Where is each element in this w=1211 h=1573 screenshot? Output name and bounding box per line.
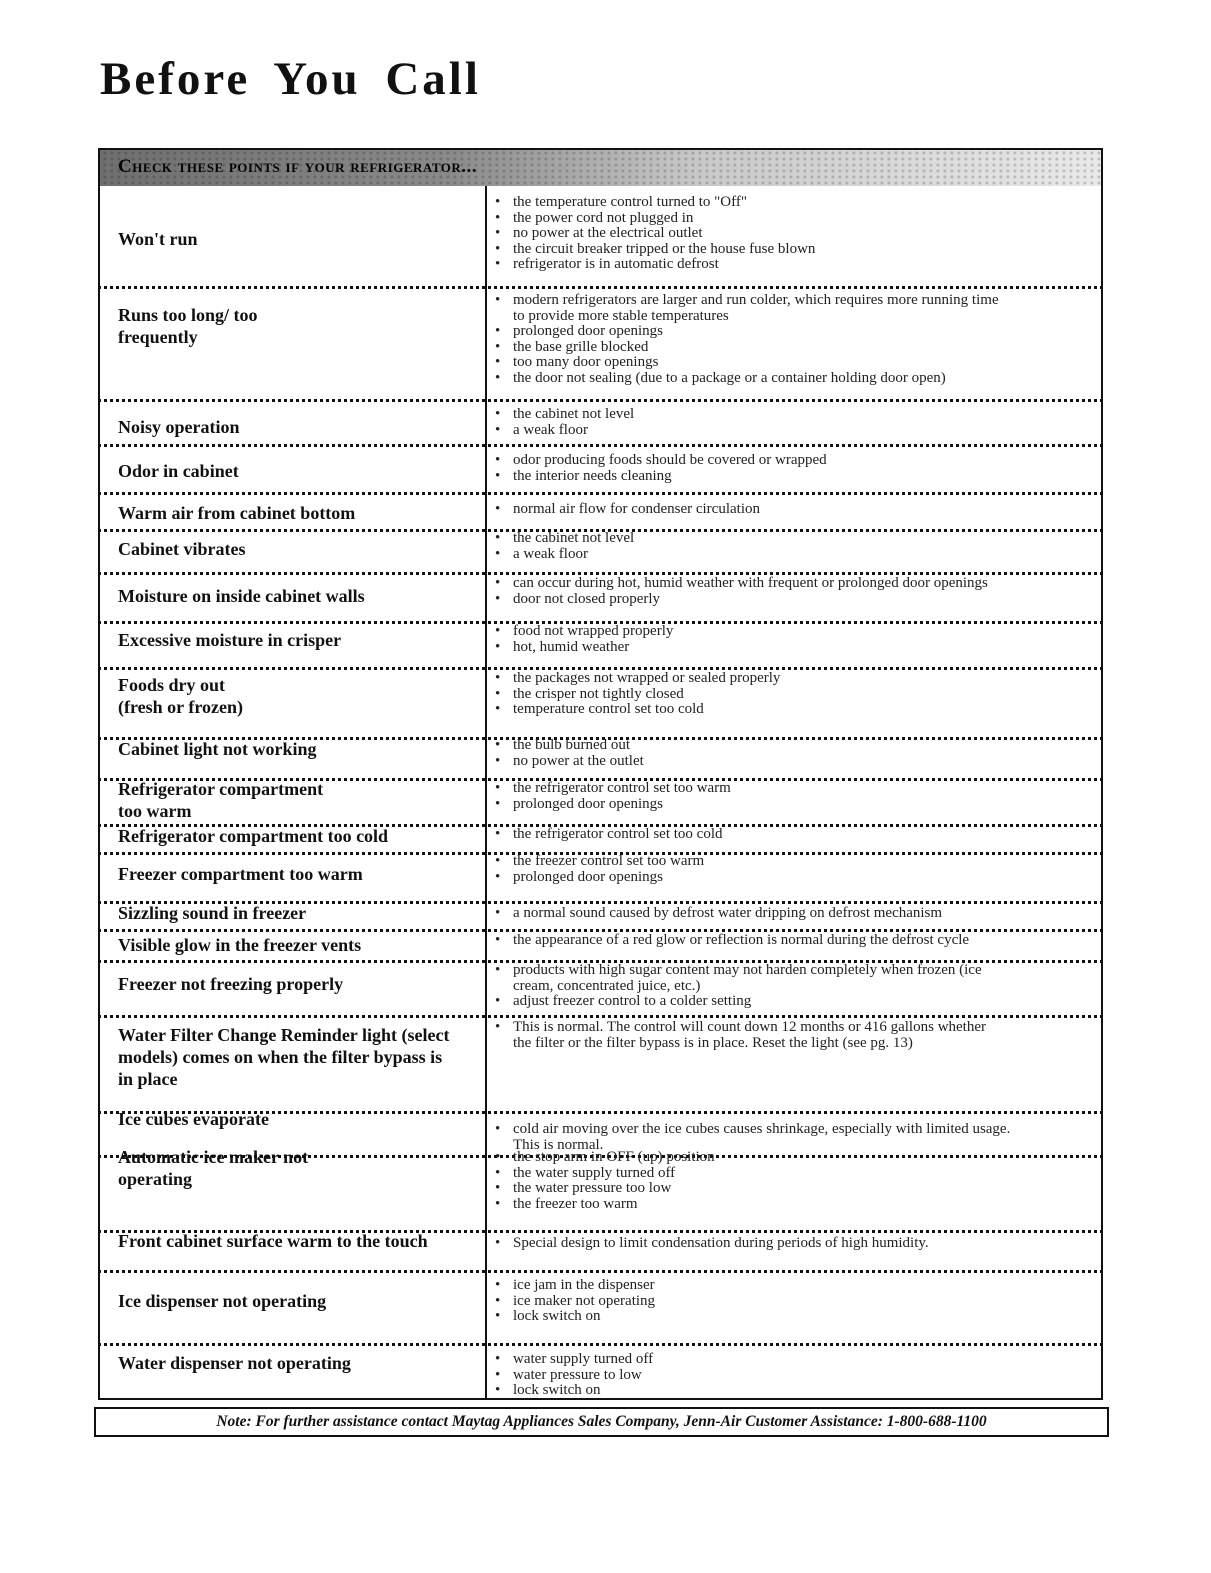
symptom-line: Excessive moisture in crisper	[118, 630, 342, 650]
symptom-line: Moisture on inside cabinet walls	[118, 586, 365, 606]
remedy-list	[493, 1352, 653, 1399]
remedy-item: • the interior needs cleaning	[493, 469, 827, 485]
symptom-line: Noisy operation	[118, 417, 240, 437]
symptom-line: models) comes on when the filter bypass is	[118, 1047, 443, 1067]
remedy-item: • a weak floor	[493, 423, 634, 439]
symptom-line: Won't run	[118, 229, 198, 249]
symptom-line: Runs too long/ too	[118, 305, 258, 325]
symptom-line: Water dispenser not operating	[118, 1353, 351, 1373]
remedy-item: • the stop arm in OFF (up) position	[493, 1150, 715, 1166]
remedy-item: • the crisper not tightly closed	[493, 687, 780, 703]
remedy-item: • temperature control set too cold	[493, 702, 780, 718]
row-separator	[98, 1343, 1103, 1346]
remedy-list	[493, 738, 644, 769]
remedy-list	[493, 671, 780, 718]
symptom-label	[118, 674, 243, 718]
symptom-label	[118, 738, 317, 760]
row-separator	[98, 1270, 1103, 1273]
remedy-item: • the cabinet not level	[493, 407, 634, 423]
remedy-item: • no power at the electrical outlet	[493, 226, 815, 242]
symptom-label	[118, 629, 341, 651]
symptom-label	[118, 973, 343, 995]
symptom-label	[118, 585, 365, 607]
symptom-line: Automatic ice maker not	[118, 1147, 309, 1167]
symptom-line: Foods dry out	[118, 675, 226, 695]
remedy-item: • can occur during hot, humid weather with frequent or prolonged door openings	[493, 576, 988, 592]
remedy-item: • lock switch on	[493, 1309, 655, 1325]
remedy-item: • the cabinet not level	[493, 531, 634, 547]
symptom-label	[118, 934, 361, 956]
symptom-line: too warm	[118, 801, 192, 821]
banner-heading: Check these points if your refrigerator...	[118, 156, 478, 177]
remedy-continuation: cream, concentrated juice, etc.)	[513, 977, 701, 994]
assistance-note: Note: For further assistance contact Maytag Appliances Sales Company, Jenn-Air Customer Assistance: 1-800-688-1100	[94, 1407, 1109, 1437]
remedy-item: • the appearance of a red glow or reflection is normal during the defrost cycle	[493, 933, 969, 949]
remedy-item: • ice maker not operating	[493, 1294, 655, 1310]
symptom-label	[118, 1290, 326, 1312]
remedy-item: • the water pressure too low	[493, 1181, 715, 1197]
remedy-list	[493, 502, 760, 518]
symptom-label	[118, 1024, 449, 1090]
remedy-item: • the bulb burned out	[493, 738, 644, 754]
remedy-item: • Special design to limit condensation during periods of high humidity.	[493, 1236, 929, 1252]
symptom-line: Visible glow in the freezer vents	[118, 935, 362, 955]
symptom-label	[118, 863, 363, 885]
remedy-list	[493, 1020, 986, 1051]
remedy-item: • the base grille blocked	[493, 340, 999, 356]
remedy-list	[493, 1236, 929, 1252]
remedy-item: • lock switch on	[493, 1383, 653, 1399]
symptom-label	[118, 460, 239, 482]
symptom-line: Ice cubes evaporate	[118, 1109, 269, 1129]
symptom-line: (fresh or frozen)	[118, 697, 243, 717]
remedy-item: • the temperature control turned to "Off"	[493, 195, 815, 211]
page-title: Before You Call	[100, 53, 481, 105]
row-separator	[98, 492, 1103, 495]
remedy-list	[493, 1150, 715, 1212]
symptom-line: Freezer compartment too warm	[118, 864, 363, 884]
remedy-continuation: This is normal.	[513, 1136, 604, 1153]
symptom-label	[118, 1230, 428, 1252]
symptom-line: Refrigerator compartment	[118, 779, 324, 799]
row-separator	[98, 444, 1103, 447]
remedy-item: • modern refrigerators are larger and run colder, which requires more running time	[493, 293, 999, 309]
remedy-item: • This is normal. The control will count down 12 months or 416 gallons whether	[493, 1020, 986, 1036]
symptom-label	[118, 778, 323, 822]
symptom-line: Water Filter Change Reminder light (select	[118, 1025, 450, 1045]
symptom-line: Ice dispenser not operating	[118, 1291, 327, 1311]
symptom-label	[118, 825, 388, 847]
table-banner	[100, 150, 1101, 186]
remedy-item: • water pressure to low	[493, 1368, 653, 1384]
remedy-continuation: to provide more stable temperatures	[513, 307, 729, 324]
remedy-item: • door not closed properly	[493, 592, 988, 608]
remedy-item: • the refrigerator control set too warm	[493, 781, 731, 797]
troubleshooting-table	[98, 148, 1103, 1400]
remedy-item: • refrigerator is in automatic defrost	[493, 257, 815, 273]
remedy-continuation: the filter or the filter bypass is in place. Reset the light (see pg. 13)	[513, 1034, 913, 1051]
row-separator	[98, 399, 1103, 402]
remedy-item: • the circuit breaker tripped or the house fuse blown	[493, 242, 815, 258]
remedy-item: • a normal sound caused by defrost water dripping on defrost mechanism	[493, 906, 942, 922]
symptom-line: Warm air from cabinet bottom	[118, 503, 356, 523]
remedy-item: • the packages not wrapped or sealed properly	[493, 671, 780, 687]
remedy-item: • cold air moving over the ice cubes causes shrinkage, especially with limited usage.	[493, 1122, 1010, 1138]
remedy-item: • hot, humid weather	[493, 640, 673, 656]
remedy-list	[493, 963, 982, 1010]
remedy-item: • prolonged door openings	[493, 797, 731, 813]
symptom-label	[118, 304, 258, 348]
symptom-line: Front cabinet surface warm to the touch	[118, 1231, 428, 1251]
symptom-line: Cabinet light not working	[118, 739, 317, 759]
remedy-item: • odor producing foods should be covered or wrapped	[493, 453, 827, 469]
remedy-item: • the power cord not plugged in	[493, 211, 815, 227]
remedy-list	[493, 854, 704, 885]
remedy-item: • normal air flow for condenser circulation	[493, 502, 760, 518]
symptom-line: in place	[118, 1069, 178, 1089]
remedy-list	[493, 453, 827, 484]
remedy-item: • the refrigerator control set too cold	[493, 827, 723, 843]
remedy-item: • food not wrapped properly	[493, 624, 673, 640]
symptom-line: operating	[118, 1169, 192, 1189]
symptom-line: Odor in cabinet	[118, 461, 239, 481]
remedy-item: • the door not sealing (due to a package or a container holding door open)	[493, 371, 999, 387]
column-divider	[485, 186, 487, 1398]
remedy-item: • prolonged door openings	[493, 324, 999, 340]
symptom-label	[118, 502, 355, 524]
symptom-line: Freezer not freezing properly	[118, 974, 344, 994]
symptom-line: Cabinet vibrates	[118, 539, 246, 559]
remedy-item: • ice jam in the dispenser	[493, 1278, 655, 1294]
remedy-list	[493, 781, 731, 812]
symptom-label	[118, 538, 246, 560]
remedy-list	[493, 407, 634, 438]
remedy-list	[493, 906, 942, 922]
symptom-line: Refrigerator compartment too cold	[118, 826, 389, 846]
symptom-label	[118, 416, 240, 438]
symptom-label	[118, 1352, 351, 1374]
symptom-label	[118, 228, 198, 250]
remedy-list	[493, 576, 988, 607]
remedy-item: • no power at the outlet	[493, 754, 644, 770]
symptom-line: Sizzling sound in freezer	[118, 903, 307, 923]
remedy-list	[493, 827, 723, 843]
remedy-item: • products with high sugar content may not harden completely when frozen (ice	[493, 963, 982, 979]
remedy-item: • the water supply turned off	[493, 1166, 715, 1182]
remedy-list	[493, 195, 815, 273]
symptom-label	[118, 1108, 269, 1130]
remedy-item: • prolonged door openings	[493, 870, 704, 886]
row-separator	[98, 1015, 1103, 1018]
remedy-item: • a weak floor	[493, 547, 634, 563]
remedy-item: • the freezer control set too warm	[493, 854, 704, 870]
symptom-line: frequently	[118, 327, 198, 347]
remedy-list	[493, 933, 969, 949]
remedy-item: • too many door openings	[493, 355, 999, 371]
remedy-list	[493, 531, 634, 562]
symptom-label	[118, 902, 306, 924]
remedy-list	[493, 293, 999, 386]
remedy-item: • water supply turned off	[493, 1352, 653, 1368]
remedy-item: • adjust freezer control to a colder setting	[493, 994, 982, 1010]
remedy-list	[493, 1278, 655, 1325]
remedy-item: • the freezer too warm	[493, 1197, 715, 1213]
row-separator	[98, 286, 1103, 289]
remedy-list	[493, 624, 673, 655]
symptom-label	[118, 1146, 308, 1190]
